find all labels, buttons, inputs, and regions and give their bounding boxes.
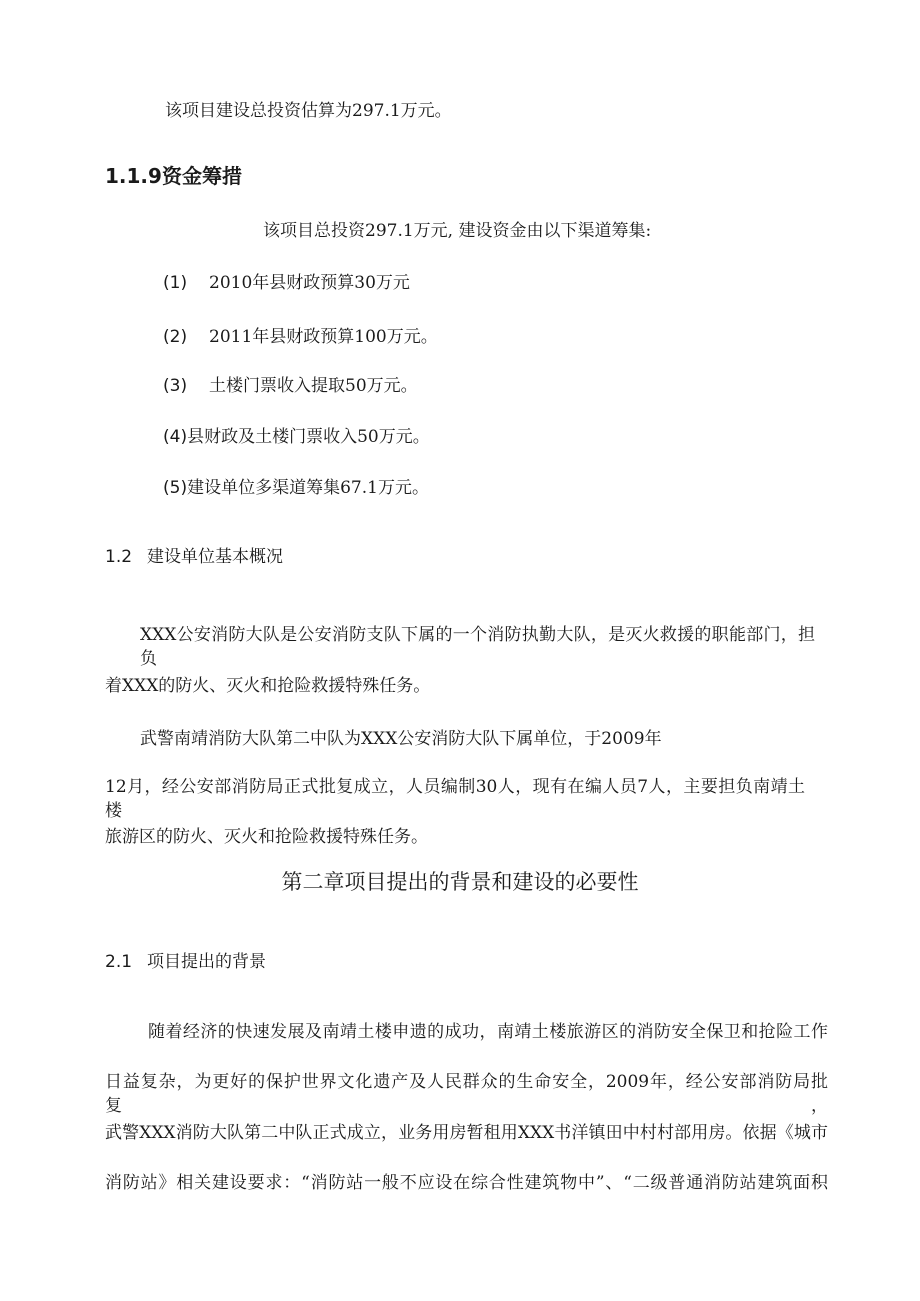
list-item	[163, 325, 438, 349]
list-item-number: (4)	[163, 427, 188, 447]
list-item-number: (3)	[163, 376, 188, 396]
paragraph-line: 武警南靖消防大队第二中队为XXX公安消防大队下属单位，于2009年	[140, 729, 662, 749]
list-item	[163, 425, 430, 449]
section-heading-funding: 1.1.9资金筹措	[105, 164, 242, 188]
section-number: 1.2	[105, 547, 133, 567]
list-item-number: (2)	[163, 327, 188, 347]
total-investment-paragraph: 该项目建设总投资估算为297.1万元。	[165, 101, 452, 121]
section-number: 2.1	[105, 952, 133, 972]
list-item-text: 建设单位多渠道筹集67.1万元。	[187, 478, 429, 498]
paragraph-line: 着XXX的防火、灭火和抢险救援特殊任务。	[105, 676, 431, 696]
paragraph-line: 12月，经公安部消防局正式批复成立，人员编制30人，现有在编人员7人，主要担负南靖土楼	[105, 777, 805, 821]
section-title: 建设单位基本概况	[147, 547, 283, 567]
section-heading-unit-overview	[105, 545, 283, 569]
list-item	[163, 271, 410, 295]
paragraph-line: XXX公安消防大队是公安消防支队下属的一个消防执勤大队，是灭火救援的职能部门，担负	[140, 625, 815, 669]
chapter-title: 第二章项目提出的背景和建设的必要性	[281, 870, 639, 894]
paragraph-line: 消防站》相关建设要求：“消防站一般不应设在综合性建筑物中”、“二级普通消防站建筑面积	[105, 1173, 828, 1193]
funding-intro-paragraph: 该项目总投资297.1万元, 建设资金由以下渠道筹集:	[263, 221, 652, 241]
list-item-text: 2011年县财政预算100万元。	[209, 327, 438, 347]
list-item	[163, 374, 418, 398]
paragraph-line: 随着经济的快速发展及南靖土楼申遗的成功，南靖土楼旅游区的消防安全保卫和抢险工作	[148, 1022, 828, 1042]
paragraph-line: 日益复杂，为更好的保护世界文化遗产及人民群众的生命安全，2009年，经公安部消防局批复，	[105, 1072, 828, 1116]
list-item	[163, 476, 429, 500]
list-item-text: 土楼门票收入提取50万元。	[209, 376, 418, 396]
list-item-number: (5)	[163, 478, 188, 498]
list-item-number: (1)	[163, 273, 188, 293]
list-item-text: 2010年县财政预算30万元	[209, 273, 410, 293]
list-item-text: 县财政及土楼门票收入50万元。	[187, 427, 430, 447]
paragraph-line: 武警XXX消防大队第二中队正式成立，业务用房暂租用XXX书洋镇田中村村部用房。依据《城市	[105, 1123, 828, 1143]
section-heading-background	[105, 950, 266, 974]
section-title: 项目提出的背景	[147, 952, 266, 972]
paragraph-line: 旅游区的防火、灭火和抢险救援特殊任务。	[105, 827, 428, 847]
